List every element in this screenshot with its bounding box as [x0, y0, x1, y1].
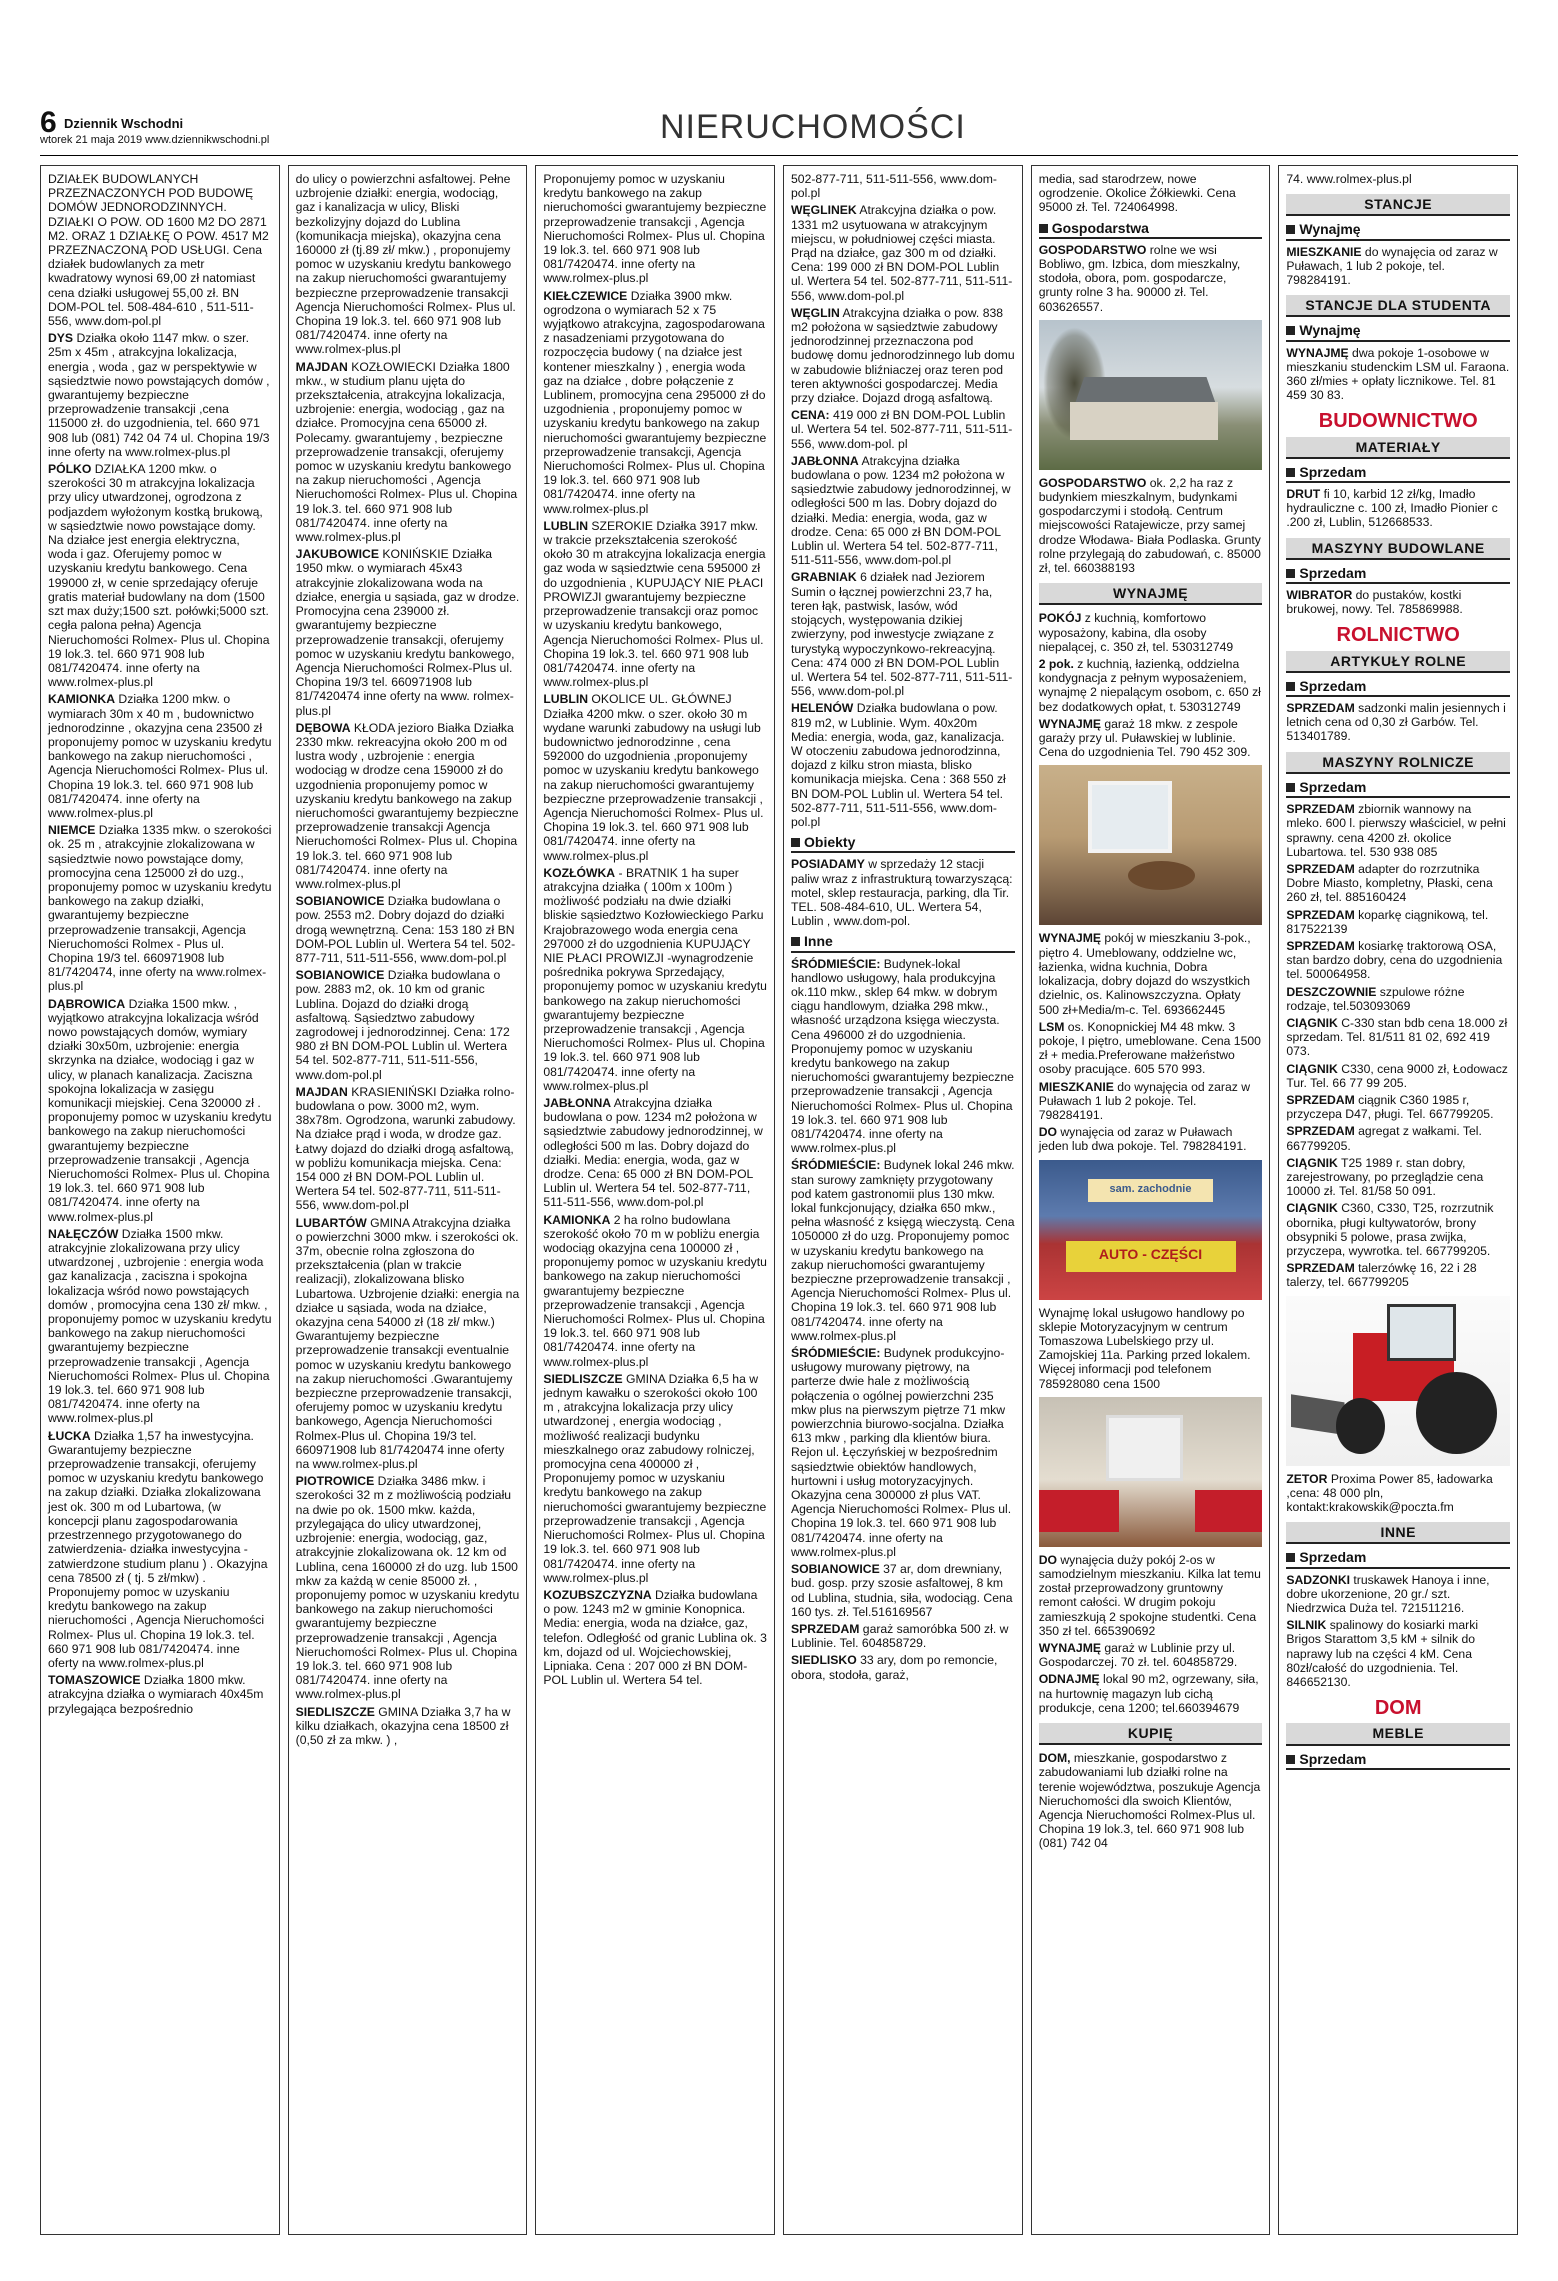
ad-keyword: DĄBROWICA	[48, 996, 126, 1011]
masthead: Dziennik Wschodni	[64, 116, 184, 131]
square-bullet-icon	[1286, 682, 1295, 691]
ad-listing	[791, 701, 1015, 829]
ad-text: media, sad starodrzew, nowe ogrodzenie. Okolice Żółkiewki. Cena 95000 zł. Tel. 724064998.	[1038, 172, 1236, 215]
ad-listing	[1039, 1672, 1263, 1715]
ad-body: Działka 1500 mkw. , wyjątkowo atrakcyjna lokalizacja wśród nowo powstających domów, wymiary działki 30x50m, uzbrojenie: energia skrzynka na działce, wodociąg i gaz w ulicy, w planach kanalizacja. Zaciszna spokojna lokalizacja w zasięgu komunikacji miejskiej. Cena 320000 zł . proponujemy pomoc w uzyskaniu kredytu bankowego na zakup nieruchomości gwarantujemy bezpieczne przeprowadzenie transakcji , Agencja Nieruchomości Rolmex- Plus ul. Chopina 19 lok.3. tel. 660 971 908 lub 081/7420474. inne oferty na www.rolmex-plus.pl	[48, 996, 272, 1224]
ad-keyword: DRUT	[1286, 487, 1321, 502]
tractor-cab-shape	[1387, 1304, 1456, 1361]
category-heading	[1286, 323, 1510, 341]
ad-keyword: WYNAJMĘ	[1038, 931, 1101, 946]
square-bullet-icon	[1286, 468, 1295, 477]
ad-body: mieszkanie, gospodarstwo z zabudowaniami lub działki rolne na terenie województwa, poszukuje Agencja Nieruchomości dla swoich Klientów, Agencja Nieruchomości Rolmex-Plus ul. Chopina 19 lok.3, tel. 660 971 908 lub (081) 742 04	[1038, 1751, 1261, 1851]
ad-keyword: WYNAJMĘ	[1038, 716, 1101, 731]
ad-keyword: PÓLKO	[48, 462, 92, 477]
ad-listing	[296, 721, 520, 891]
category-label: Sprzedam	[1299, 463, 1367, 480]
category-heading	[1039, 221, 1263, 239]
ad-body: Działka 1200 mkw. o wymiarach 30m x 40 m , budownictwo jednorodzinne , okazyjna cena 23500 zł proponujemy pomoc w uzyskaniu kredytu bankowego na zakup nieruchomości , Agencja Nieruchomości Rolmex- Plus ul. Chopina 19 lok.3. tel. 660 971 908 lub 081/7420474. inne oferty na www.rolmex-plus.pl	[48, 692, 272, 820]
ad-body: os. Konopnickiej M4 48 mkw. 3 pokoje, I piętro, umeblowane. Cena 1500 zł + media.Preferowane małżeństwo osoby pracujące. 605 570 993.	[1038, 1019, 1261, 1077]
ad-body: wynajęcia duży pokój 2-os w samodzielnym mieszkaniu. Kilka lat temu został przeprowadzony gruntowny remont całości. W drugim pokoju zamieszkują 2 spokojne studentki. Cena 350 zł tel. 665390692	[1038, 1552, 1261, 1638]
column-2	[288, 165, 528, 2235]
ad-keyword: SPRZEDAM	[1286, 938, 1355, 953]
ad-keyword: SPRZEDAM	[1286, 1092, 1355, 1107]
ad-keyword: POKÓJ	[1038, 611, 1082, 626]
ad-keyword: ŚRÓDMIEŚCIE:	[791, 1158, 881, 1173]
category-heading	[791, 934, 1015, 952]
ad-keyword: SPRZEDAM	[791, 1621, 860, 1636]
ad-keyword: KAMIONKA	[543, 1212, 611, 1227]
ad-listing	[1039, 1125, 1263, 1153]
section-title: NIERUCHOMOŚCI	[660, 108, 966, 146]
ad-keyword: SPRZEDAM	[1286, 701, 1355, 716]
ad-keyword: ŁUCKA	[48, 1428, 91, 1443]
ad-listing	[791, 454, 1015, 568]
ad-body: Działka budowlana o pow. 2883 m2, ok. 10 km od granic Lublina. Dojazd do działki drogą asfaltową. Sąsiedztwo zabudowy zagrodowej i jednorodzinnej. Cena: 172 980 zł BN DOM-POL Lublin ul. Wertera 54 tel. 502-877-711, 511-511-556, www.dom-pol.pl	[295, 968, 510, 1082]
category-label: Inne	[804, 933, 833, 950]
ad-listing	[1286, 487, 1510, 530]
ad-keyword: POSIADAMY	[791, 857, 865, 872]
classifieds-columns	[40, 165, 1518, 2235]
ad-listing	[1286, 1618, 1510, 1689]
square-bullet-icon	[1286, 225, 1295, 234]
ad-keyword: WĘGLINEK	[791, 203, 857, 218]
table-shape	[1128, 861, 1195, 890]
shop-sign: sam. zachodnie	[1088, 1179, 1213, 1201]
ad-body: sadzonki malin jesiennych i letnich cena od 0,30 zł Garbów. Tel. 513401789.	[1286, 701, 1506, 744]
ad-listing	[543, 1372, 767, 1585]
category-label: Gospodarstwa	[1051, 219, 1149, 236]
ad-keyword: CIĄGNIK	[1286, 1015, 1338, 1030]
ad-listing	[791, 306, 1015, 405]
category-heading	[1286, 679, 1510, 697]
ad-body: - BRATNIK 1 ha super atrakcyjna działka ( 100m x 100m ) możliwość podziału na dwie działki bliskie sąsiedztwo Kozłowieckiego Parku Krajobrazowego woda energia cena 297000 zł do uzgodnienia KUPUJĄCY NIE PŁACI PROWIZJI -wynagrodzenie pośrednika pokrywa Sprzedający, proponujemy pomoc w uzyskaniu kredytu bankowego na zakup nieruchomości gwarantujemy bezpieczne przeprowadzenie transakcji , Agencja Nieruchomości Rolmex- Plus ul. Chopina 19 lok.3. tel. 660 971 908 lub 081/7420474. inne oferty na www.rolmex-plus.pl	[543, 865, 767, 1093]
ad-body: 419 000 zł BN DOM-POL Lublin ul. Wertera 54 tel. 502-877-711, 511-511-556, www.dom-pol. pl	[791, 408, 1013, 451]
ad-body: Budynek produkcyjno-usługowy murowany piętrowy, na parterze dwie hale z możliwością połączenia o ogólnej powierzchni 235 mkw plus na pierwszym piętrze 71 mkw powierzchnia biurowo-socjalna. Działka 613 mkw , parking dla klientów biura. Rejon ul. Łęczyńskiej w bezpośrednim sąsiedztwie obiektów handlowych, hurtowni i usług motoryzacyjnych. Okazyjna cena 300000 zł plus VAT. Agencja Nieruchomości Rolmex- Plus ul. Chopina 19 lok.3. tel. 660 971 908 lub 081/7420474. inne oferty na www.rolmex-plus.pl	[791, 1346, 1012, 1559]
column-6	[1278, 165, 1518, 2235]
category-label: Obiekty	[804, 834, 856, 851]
ad-body: Atrakcyjna działka budowlana o pow. 1234 m2 położona w sąsiedztwie zabudowy jednorodzinnej, w odległości 500 m las. Dobry dojazd do działki. Media: energia, woda, gaz w drodze. Cena: 65 000 zł BN DOM-POL Lublin ul. Wertera 54 tel. 502-877-711, 511-511-556, www.dom-pol.pl	[791, 453, 1011, 568]
ad-body: OKOLICE UL. GŁÓWNEJ Działka 4200 mkw. o szer. około 30 m wydane warunki zabudowy na usługi lub budownictwo jednorodzinne , cena 592000 do uzgodnienia ,proponujemy pomoc w uzyskaniu kredytu bankowego na zakup nieruchomości gwarantujemy bezpieczne przeprowadzenie transakcji , Agencja Nieruchomości Rolmex- Plus ul. Chopina 19 lok.3. tel. 660 971 908 lub 081/7420474. inne oferty na www.rolmex-plus.pl	[543, 692, 764, 863]
ad-keyword: SIEDLISZCZE	[543, 1371, 623, 1386]
ad-keyword: KOZUBSZCZYZNA	[543, 1587, 652, 1602]
ad-body: Działka budowlana o pow. 2553 m2. Dobry dojazd do działki drogą wewnętrzną. Cena: 153 180 zł BN DOM-POL Lublin ul. Wertera 54 tel. 502-877-711, 511-511-556, www.dom-pol.pl	[295, 894, 516, 965]
ad-body: garaż samoróbka 500 zł. w Lublinie. Tel. 604858729.	[791, 1621, 1009, 1651]
square-bullet-icon	[1286, 326, 1295, 335]
ad-body: garaż w Lublinie przy ul. Gospodarczej. 70 zł. tel. 604858729.	[1038, 1640, 1238, 1670]
category-heading	[1286, 780, 1510, 798]
ad-body: Atrakcyjna działka o pow. 838 m2 położona w sąsiedztwie zabudowy jednorodzinnej przeznaczona pod budowę domu jednorodzinnego lub domu w zabudowie bliźniaczej oraz teren pod teren aktywności gospodarczej. Media przy działce. Dojazd drogą asfaltową.	[791, 305, 1015, 406]
ad-keyword: DO	[1038, 1552, 1057, 1567]
ad-keyword: MAJDAN	[295, 359, 348, 374]
ad-listing	[791, 1346, 1015, 1559]
ad-listing	[1286, 802, 1510, 859]
ad-body: garaż 18 mkw. z zespole garaży przy ul. Puławskiej w lublinie. Cena do uzgodnienia Tel. 790 452 309.	[1038, 716, 1251, 760]
ad-listing	[1286, 1156, 1510, 1199]
ad-body: zbiornik wannowy na mleko. 600 l. pierwszy właściciel, w pełni sprawny. cena 4200 zł. okolice Lubartowa. tel. 530 938 085	[1286, 802, 1506, 859]
ad-keyword: JAKUBOWICE	[295, 547, 379, 562]
ad-listing	[543, 519, 767, 689]
section-tag: STANCJE DLA STUDENTA	[1286, 295, 1510, 317]
ad-keyword: LUBARTÓW	[295, 1215, 367, 1230]
ad-listing	[1286, 1093, 1510, 1121]
ad-listing	[48, 823, 272, 993]
ad-keyword: SOBIANOWICE	[791, 1562, 880, 1577]
bedroom-photo	[1039, 1397, 1263, 1547]
category-label: Sprzedam	[1299, 677, 1367, 694]
ad-keyword: MIESZKANIE	[1286, 244, 1362, 259]
ad-listing	[296, 1474, 520, 1701]
ad-body: szpulowe różne rodzaje, tel.503093069	[1286, 984, 1465, 1013]
ad-body: Działka około 1147 mkw. o szer. 25m x 45m , atrakcyjna lokalizacja, energia , woda , gaz w perspektywie w sąsiedztwie nowo powstających domów , gwarantujemy bezpieczne przeprowadzenie transakcji ,cena 115000 zł. do uzgodnienia, tel. 660 971 908 lub (081) 742 04 74 ul. Chopina 19/3 inne oferty na www.rolmex-plus.pl	[48, 331, 270, 459]
ad-keyword: SOBIANOWICE	[295, 968, 385, 983]
ad-body: GMINA Działka 6,5 ha w jednym kawałku o szerokości około 100 m , atrakcyjna lokalizacja przy ulicy utwardzonej , energia wodociąg , możliwość realizacji budynku mieszkalnego oraz zabudowy rolniczej, promocyjna cena 400000 zł , Proponujemy pomoc w uzyskaniu kredytu bankowego na zakup nieruchomości gwarantujemy bezpieczne przeprowadzenie transakcji , Agencja Nieruchomości Rolmex- Plus ul. Chopina 19 lok.3. tel. 660 971 908 lub 081/7420474. inne oferty na www.rolmex-plus.pl	[543, 1371, 767, 1585]
ad-keyword: LUBLIN	[543, 518, 589, 533]
square-bullet-icon	[791, 937, 800, 946]
ad-keyword: 2 pok.	[1038, 657, 1074, 672]
ad-listing	[1286, 985, 1510, 1013]
room-photo	[1039, 765, 1263, 925]
ad-keyword: KIEŁCZEWICE	[543, 288, 628, 303]
ad-body: T25 1989 r. stan dobry, zarejestrowany, po przeglądzie cena 10000 zł. Tel. 81/58 50 091.	[1286, 1155, 1484, 1199]
roof-shape	[1066, 377, 1223, 404]
category-heading	[1286, 566, 1510, 584]
category-heading	[1286, 465, 1510, 483]
ad-keyword: NAŁĘCZÓW	[48, 1226, 119, 1241]
ad-body: GMINA Działka 3,7 ha w kilku działkach, okazyjna cena 18500 zł (0,50 zł za mkw. ) ,	[295, 1704, 511, 1747]
ad-keyword: MIESZKANIE	[1038, 1079, 1114, 1094]
ad-keyword: SPRZEDAM	[1286, 1124, 1355, 1139]
ad-listing	[296, 1216, 520, 1472]
ad-keyword: JABŁONNA	[543, 1096, 612, 1110]
ad-keyword: NIEMCE	[48, 823, 96, 838]
ad-keyword: SILNIK	[1286, 1618, 1327, 1633]
ad-body: 2 ha rolno budowlana szerokość około 70 m w pobliżu energia wodociąg okazyjna cena 100000 zł , proponujemy pomoc w uzyskaniu kredytu bankowego na zakup nieruchomości gwarantujemy bezpieczne przeprowadzenie transakcji , Agencja Nieruchomości Rolmex- Plus ul. Chopina 19 lok.3. tel. 660 971 908 lub 081/7420474. inne oferty na www.rolmex-plus.pl	[543, 1212, 767, 1369]
ad-listing	[1286, 1016, 1510, 1059]
ad-body: KRASIENIŃSKI Działka rolno-budowlana o pow. 3000 m2, wym. 38x78m. Ogrodzona, warunki zabudowy. Na działce prąd i woda, w drodze gaz. Łatwy dojazd do działki drogą asfaltową, w pobliżu komunikacja miejska. Cena: 154 000 zł BN DOM-POL Lublin ul. Wertera 54 tel. 502-877-711, 511-511-556, www.dom-pol.pl	[295, 1084, 516, 1213]
ad-keyword: KAMIONKA	[48, 692, 116, 707]
ad-body: w sprzedaży 12 stacji paliw wraz z infrastrukturą towarzyszącą: motel, sklep restauracja, parking, dla Tir. TEL. 508-484-610, UL. Wertera 54, Lublin , www.dom-pol.	[791, 857, 1013, 929]
ad-keyword: MAJDAN	[295, 1084, 348, 1099]
ad-listing	[48, 1227, 272, 1426]
square-bullet-icon	[1286, 569, 1295, 578]
ad-body: Działka budowlana o pow. 1243 m2 w gminie Konopnica. Media: energia, woda na działce, gaz, telefon. Odległość od granic Lublina ok. 3 km, dojazd od ul. Wojciechowskiej, Lipniaka. Cena : 207 000 zł BN DOM-POL Lublin ul. Wertera 54 tel.	[543, 1587, 767, 1688]
ad-keyword: JABŁONNA	[791, 453, 859, 468]
category-label: Wynajmę	[1299, 221, 1361, 238]
ad-listing	[543, 1588, 767, 1687]
ad-keyword: SIEDLISKO	[791, 1653, 857, 1668]
category-label: Sprzedam	[1299, 564, 1367, 581]
ad-listing	[543, 692, 767, 862]
ad-body: SZEROKIE Działka 3917 mkw. w trakcie przekształcenia szerokość około 30 m atrakcyjna lokalizacja energia gaz woda w sąsiedztwie cena 595000 zł do uzgodnienia , KUPUJĄCY NIE PŁACI PROWIZJI gwarantujemy bezpieczne przeprowadzenie transakcji oraz pomoc w uzyskaniu kredytu bankowego, Agencja Nieruchomości Rolmex- Plus ul. Chopina 19 lok.3. tel. 660 971 908 lub 081/7420474. inne oferty na www.rolmex-plus.pl	[543, 518, 766, 690]
ad-body: Budynek-lokal handlowo usługowy, hala produkcyjna ok.110 mkw., sklep 64 mkw. w dobrym ciągu handlowym, działka 298 mkw., własność urządzona księga wieczysta. Cena 496000 zł do uzgodnienia. Proponujemy pomoc w uzyskaniu kredytu bankowego na zakup nieruchomości gwarantujemy bezpieczne przeprowadzenie transakcji , Agencja Nieruchomości Rolmex- Plus ul. Chopina 19 lok.3. tel. 660 971 908 lub 081/7420474. inne oferty na www.rolmex-plus.pl	[791, 956, 1014, 1156]
section-tag: MASZYNY ROLNICZE	[1286, 752, 1510, 774]
ad-body: z kuchnią, łazienką, oddzielna kondygnacja z pełnym wyposażeniem, wynajmę 2 niepalącym osobom, c. 650 zł bez dodatkowych opłat, t. 530312749	[1038, 657, 1261, 714]
front-wheel-shape	[1336, 1398, 1385, 1454]
ad-keyword: CIĄGNIK	[1286, 1201, 1338, 1216]
section-tag: ARTYKUŁY ROLNE	[1286, 651, 1510, 673]
auto-parts-sign: AUTO - CZĘŚCI	[1066, 1241, 1236, 1272]
ad-text: 74. www.rolmex-plus.pl	[1286, 172, 1412, 186]
ad-keyword: CIĄGNIK	[1286, 1061, 1338, 1076]
ad-body: GMINA Atrakcyjna działka o powierzchni 3000 mkw. i szerokości ok. 37m, obecnie rolna zgłoszona do przekształcenia (plan w trakcie realizacji), zlokalizowana blisko Lubartowa. Uzbrojenie działki: energia na działce u sąsiada, woda na działce, okazyjna cena 54000 zł (18 zł/ mkw.) Gwarantujemy bezpieczne przeprowadzenie transakcji eventualnie pomoc w uzyskaniu kredytu bankowego na zakup nieruchomości .Gwarantujemy bezpieczne przeprowadzenie transakcji, oferujemy pomoc w uzyskaniu kredytu bankowego, Agencja Nieruchomości Rolmex-Plus ul. Chopina 19/3 tel. 660971908 lub 81/7420474 inne oferty na www.rolmex-plus.pl	[295, 1215, 520, 1472]
window-shape	[1106, 1415, 1184, 1481]
ad-keyword: SOBIANOWICE	[295, 894, 385, 909]
wall-shape	[1070, 402, 1218, 440]
ad-keyword: WĘGLIN	[791, 305, 840, 320]
ad-keyword: SPRZEDAM	[1286, 1261, 1355, 1276]
ad-listing	[1039, 243, 1263, 314]
sofa-shape	[1195, 1490, 1262, 1532]
ad-listing	[48, 462, 272, 689]
ad-listing	[1039, 611, 1263, 654]
category-heading	[1286, 222, 1510, 240]
ad-body: rolne we wsi Bobliwo, gm. Izbica, dom mieszkalny, stodoła, obora, pom. gospodarcze, grunty rolne 3 ha. 90000 zł. Tel. 603626557.	[1038, 242, 1241, 314]
ad-body: fi 10, karbid 12 zł/kg, Imadło hydrauliczne c. 100 zł, Imadło Pionier c .200 zł, Lublin, 512668533.	[1286, 487, 1498, 530]
category-heading	[1286, 1550, 1510, 1568]
square-bullet-icon	[1286, 1553, 1295, 1562]
ad-body: KONIŃSKIE Działka 1950 mkw. o wymiarach 45x43 atrakcyjnie zlokalizowana woda na działce, energia u sąsiada, gaz w drodze. Promocyjna cena 239000 zł. gwarantujemy bezpieczne przeprowadzenie transakcji, oferujemy pomoc w uzyskaniu kredytu bankowego, Agencja Nieruchomości Rolmex-Plus ul. Chopina 19/3 tel. 660971908 lub 81/7420474 inne oferty na www. rolmex-plus.pl	[295, 547, 520, 718]
ad-keyword: ZETOR	[1286, 1471, 1328, 1486]
ad-body: KŁODA jezioro Białka Działka 2330 mkw. rekreacyjna około 200 m od lustra wody , uzbrojenie : energia wodociąg w drodze cena 159000 zł do uzgodnienia proponujemy pomoc w uzyskaniu kredytu bankowego na zakup nieruchomości gwarantujemy bezpieczne przeprowadzenie transakcji Agencja Nieruchomości Rolmex- Plus ul. Chopina 19 lok.3. tel. 660 971 908 lub 081/7420474. inne oferty na www.rolmex-plus.pl	[295, 720, 519, 891]
ad-body: agregat z wałkami. Tel. 667799205.	[1286, 1124, 1482, 1153]
ad-body: spalinowy do kosiarki marki Brigos Starattom 3,5 kM + silnik do naprawy lub na części 4 kM. Cena 80zł/całość do uzgodnienia. Tel. 846652130.	[1286, 1618, 1479, 1690]
ad-keyword: LSM	[1038, 1019, 1065, 1034]
ad-body: z kuchnią, komfortowo wyposażony, kabina, dla osoby niepalącej, c. 350 zł, tel. 530312749	[1038, 611, 1234, 654]
ad-keyword: WIBRATOR	[1286, 588, 1353, 603]
ad-body: 37 ar, dom drewniany, bud. gosp. przy szosie asfaltowej, 8 km od Lublina, studnia, siła, wodociąg. Cena 160 tys. zł. Tel.516169567	[791, 1562, 1013, 1619]
section-tag: MATERIAŁY	[1286, 437, 1510, 459]
farmhouse-photo	[1039, 320, 1263, 470]
ad-keyword: CIĄGNIK	[1286, 1155, 1338, 1170]
ad-listing	[296, 1085, 520, 1213]
ad-listing	[1286, 939, 1510, 982]
shop-photo	[1039, 1160, 1263, 1300]
ad-body: KOZŁOWIECKI Działka 1800 mkw., w studium planu ujęta do przekształcenia, atrakcyjna lokalizacja, uzbrojenie: energia, wodociąg , gaz na działce. Promocyjna cena 65000 zł. Polecamy. gwarantujemy , bezpieczne przeprowadzenie transakcji, oferujemy pomoc w uzyskaniu kredytu bankowego na zakup nieruchomości , Agencja Nieruchomości Rolmex- Plus ul. Chopina 19 lok.3. tel. 660 971 908 lub 081/7420474. inne oferty na www.rolmex-plus.pl	[295, 359, 518, 545]
header-rule	[40, 155, 1518, 156]
ad-listing	[1039, 657, 1263, 714]
column-3	[535, 165, 775, 2235]
ad-listing	[1286, 1472, 1510, 1515]
ad-listing	[48, 997, 272, 1224]
section-heading: ROLNICTWO	[1336, 624, 1460, 647]
column-4	[783, 165, 1023, 2235]
ad-listing	[791, 957, 1015, 1156]
ad-body: do wynajęcia od zaraz w Puławach 1 lub 2 pokoje. Tel. 798284191.	[1038, 1079, 1251, 1122]
ad-listing	[296, 894, 520, 965]
ad-keyword: SIEDLISZCZE	[295, 1704, 375, 1719]
square-bullet-icon	[791, 838, 800, 847]
ad-body: C-330 stan bdb cena 18.000 zł sprzedam. Tel. 81/511 81 02, 692 419 073.	[1286, 1015, 1508, 1059]
ad-body: wynajęcia od zaraz w Puławach jeden lub dwa pokoje. Tel. 798284191.	[1038, 1125, 1247, 1154]
ad-keyword: DĘBOWA	[295, 720, 351, 735]
ad-keyword: SPRZEDAM	[1286, 861, 1355, 876]
ad-body: C330, cena 9000 zł, Łodowacz Tur. Tel. 66 77 99 205.	[1286, 1061, 1508, 1090]
category-heading	[791, 835, 1015, 853]
rear-wheel-shape	[1416, 1372, 1497, 1454]
tractor-photo	[1286, 1296, 1510, 1466]
ad-listing	[1286, 1124, 1510, 1152]
ad-body: 6 działek nad Jeziorem Sumin o łącznej powierzchni 23,7 ha, teren łąk, pastwisk, lasów, wód stojących, występowania dzikiej zwierzyny, pod inwestycje związane z turystyką wypoczynkowo-rekreacyjną. Cena: 474 000 zł BN DOM-POL Lublin ul. Wertera 54 tel. 502-877-711, 511-511-556, www.dom-pol.pl	[791, 570, 1013, 699]
ad-listing	[791, 1158, 1015, 1343]
ad-text: 502-877-711, 511-511-556, www.dom-pol.pl	[791, 172, 997, 201]
ad-keyword: GOSPODARSTWO	[1038, 242, 1147, 257]
section-tag: STANCJE	[1286, 194, 1510, 216]
ad-body: Działka 1800 mkw. atrakcyjna działka o wymiarach 40x45m przylegająca bezpośrednio	[48, 1673, 264, 1716]
ad-keyword: KOZŁÓWKA	[543, 865, 616, 880]
ad-body: adapter do rozrzutnika Dobre Miasto, kompletny, Płaski, cena 260 zł, tel. 885160424	[1286, 861, 1493, 905]
ad-text: Wynajmę lokal usługowo handlowy po sklepie Motoryzacyjnym w centrum Tomaszowa Lubelskiego przy ul. Zamojskiej 11a. Parking przed lokalem. Więcej informacji pod telefonem 785928080 cena 1500	[1038, 1305, 1251, 1391]
ad-body: lokal 90 m2, ogrzewany, siła, na hurtownię magazyn lub cichą produkcje, cena 1200; tel.660394679	[1038, 1672, 1259, 1715]
ad-keyword: CENA:	[791, 408, 830, 423]
ad-keyword: ODNAJMĘ	[1038, 1672, 1100, 1687]
ad-listing	[1286, 1261, 1510, 1289]
ad-listing	[1039, 931, 1263, 1016]
square-bullet-icon	[1286, 783, 1295, 792]
category-label: Sprzedam	[1299, 1549, 1367, 1566]
ad-keyword: WYNAJMĘ	[1038, 1640, 1101, 1655]
sofa-shape	[1039, 1490, 1120, 1532]
ad-listing	[1039, 1080, 1263, 1123]
ad-keyword: LUBLIN	[543, 692, 589, 707]
category-label: Sprzedam	[1299, 1750, 1367, 1767]
section-tag: MEBLE	[1286, 1723, 1510, 1745]
category-label: Wynajmę	[1299, 322, 1361, 339]
ad-body: ok. 2,2 ha raz z budynkiem mieszkalnym, budynkami gospodarczymi i stodołą. Centrum miejscowości Ratajewicze, przy samej drodze Włodawa- Biała Podlaska. Grunty rolne przylegają do zabudowań, c. 85000 zł, tel. 660388193	[1038, 475, 1261, 576]
ad-body: Działka 3900 mkw. ogrodzona o wymiarach 52 x 75 wyjątkowo atrakcyjna, zagospodarowana z nasadzeniami przygotowana do rozpoczęcia budowy ( na działce jest kontener mieszkalny ) , energia woda gaz na działce , dobre połączenie z Lublinem, promocyjna cena 295000 zł do uzgodnienia , proponujemy pomoc w uzyskaniu kredytu bankowego na zakup nieruchomości gwarantujemy bezpieczne przeprowadzenie transakcji, Agencja Nieruchomości Rolmex- Plus ul. Chopina 19 lok.3. tel. 660 971 908 lub 081/7420474. inne oferty na www.rolmex-plus.pl	[543, 288, 767, 516]
ad-listing	[791, 203, 1015, 302]
category-label: Sprzedam	[1299, 778, 1367, 795]
ad-keyword: WYNAJMĘ	[1286, 345, 1349, 360]
ad-listing	[1286, 346, 1510, 403]
ad-keyword: ŚRÓDMIEŚCIE:	[791, 956, 881, 971]
section-tag: WYNAJMĘ	[1039, 583, 1263, 605]
ad-body: Budynek lokal 246 mkw. stan surowy zamknięty przygotowany pod katem gastronomii plus 130 mkw. lokal funkcjonujący, działka 650 mkw., pełna własność z księgą wieczystą. Cena 1050000 zł do uzg. Proponujemy pomoc w uzyskaniu kredytu bankowego na zakup nieruchomości gwarantujemy bezpieczne przeprowadzenie transakcji , Agencja Nieruchomości Rolmex- Plus ul. Chopina 19 lok.3. tel. 660 971 908 lub 081/7420474. inne oferty na www.rolmex-plus.pl	[791, 1158, 1015, 1343]
ad-body: DZIAŁKA 1200 mkw. o szerokości 30 m atrakcyjna lokalizacja przy ulicy utwardzonej, ogrodzona z podjazdem wyłożonym kostką brukową, w sąsiedztwie nowo powstające domy. Na działce jest energia elektryczna, woda i gaz. Oferujemy pomoc w uzyskaniu kredytu bankowego. Cena 199000 zł, w cenie sprzedający oferuje gratis materiał budowlany na dom (1500 szt max duży;1500 szt. połówki;5000 szt. cegła palona pełna) Agencja Nieruchomości Rolmex- Plus ul. Chopina 19 lok.3. tel. 660 971 908 lub 081/7420474. inne oferty na www.rolmex-plus.pl	[48, 462, 270, 690]
ad-listing	[1039, 717, 1263, 760]
ad-listing	[543, 289, 767, 516]
ad-keyword: GRABNIAK	[791, 570, 857, 585]
ad-body: do pustaków, kostki brukowej, nowy. Tel. 785869988.	[1286, 588, 1463, 617]
category-heading	[1286, 1752, 1510, 1770]
ad-text: do ulicy o powierzchni asfaltowej. Pełne uzbrojenie działki: energia, wodociąg, gaz i kanalizacja w ulicy, Bliski bezkolizyjny dojazd do Lublina (komunikacja miejska), okazyjna cena 160000 zł (tj.89 zł/ mkw.) , proponujemy pomoc w uzyskaniu kredytu bankowego na zakup nieruchomości gwarantujemy bezpieczne przeprowadzenie transakcji Agencja Nieruchomości Rolmex- Plus ul. Chopina 19 lok.3. tel. 660 971 908 lub 081/7420474. inne oferty na www.rolmex-plus.pl	[295, 172, 516, 357]
ad-listing	[1286, 588, 1510, 616]
section-heading: BUDOWNICTWO	[1318, 410, 1478, 433]
ad-listing	[296, 547, 520, 717]
ad-keyword: ŚRÓDMIEŚCIE:	[791, 1346, 881, 1361]
ad-keyword: SPRZEDAM	[1286, 907, 1355, 922]
ad-listing	[1286, 245, 1510, 288]
ad-body: 33 ary, dom po remoncie, obora, stodoła, garaż,	[791, 1653, 998, 1682]
ad-listing	[543, 866, 767, 1093]
ad-body: talerzówkę 16, 22 i 28 talerzy, tel. 667799205	[1286, 1261, 1477, 1290]
square-bullet-icon	[1039, 224, 1048, 233]
ad-listing	[296, 1705, 520, 1748]
ad-listing	[1286, 1573, 1510, 1616]
ad-body: Działka 1335 mkw. o szerokości ok. 25 m , atrakcyjnie zlokalizowana w sąsiedztwie nowo powstające domy, promocyjna cena 125000 zł do uzg., proponujemy pomoc w uzyskaniu kredytu bankowego na zakup działki, gwarantujemy bezpieczne przeprowadzenie transakcji, Agencja Nieruchomości Rolmex - Plus ul. Chopina 19/3 tel. 660971908 lub 81/7420474, inne oferty na www.rolmex-plus.pl	[48, 823, 272, 994]
section-tag: MASZYNY BUDOWLANE	[1286, 538, 1510, 560]
ad-body: koparkę ciągnikową, tel. 817522139	[1286, 907, 1489, 936]
ad-keyword: SADZONKI	[1286, 1572, 1351, 1587]
ad-keyword: SPRZEDAM	[1286, 802, 1355, 817]
issue-date: wtorek 21 maja 2019 www.dziennikwschodni.pl	[40, 134, 270, 146]
ad-body: Proxima Power 85, ładowarka ,cena: 48 000 pln, kontakt:krakowskik@poczta.fm	[1286, 1471, 1493, 1514]
ad-listing	[1286, 1201, 1510, 1258]
ad-body: Działka budowlana o pow. 819 m2, w Lublinie. Wym. 40x20m Media: energia, woda, gaz, kanalizacja. W otoczeniu zabudowa jednorodzinna, dojazd z kilku stron miasta, blisko komunikacja miejska. Cena : 368 550 zł BN DOM-POL Lublin ul. Wertera 54 tel. 502-877-711, 511-511-556, www.dom-pol.pl	[791, 701, 1006, 829]
section-tag: KUPIĘ	[1039, 1723, 1263, 1745]
ad-listing	[1286, 1062, 1510, 1090]
column-1	[40, 165, 280, 2235]
ad-listing	[1286, 908, 1510, 936]
ad-keyword: DESZCZOWNIE	[1286, 984, 1377, 999]
ad-listing	[791, 570, 1015, 698]
ad-listing	[48, 692, 272, 820]
square-bullet-icon	[1286, 1755, 1295, 1764]
ad-listing	[1286, 701, 1510, 744]
ad-listing	[48, 331, 272, 459]
ad-listing	[296, 968, 520, 1082]
ad-listing	[791, 1622, 1015, 1650]
ad-body: do wynajęcia od zaraz w Puławach, 1 lub 2 pokoje, tel. 798284191.	[1286, 244, 1498, 288]
ad-body: pokój w mieszkaniu 3-pok., piętro 4. Umeblowany, oddzielne wc, łazienka, widna kuchnia, Dobra lokalizacja, dobry dojazd do wszystkich dzielnic, os. Kalinowszczyzna. Opłaty 500 zł+Media/m-c. Tel. 693662445	[1038, 931, 1251, 1017]
ad-keyword: HELENÓW	[791, 701, 854, 716]
ad-body: dwa pokoje 1-osobowe w mieszkaniu studenckim LSM ul. Faraona. 360 zł/mies + opłaty licznikowe. Tel. 81 459 30 83.	[1286, 345, 1510, 403]
section-heading: DOM	[1374, 1697, 1422, 1720]
ad-keyword: DO	[1038, 1125, 1057, 1140]
ad-listing	[543, 1096, 767, 1210]
ad-listing	[791, 1653, 1015, 1681]
ad-text: Proponujemy pomoc w uzyskaniu kredytu bankowego na zakup nieruchomości gwarantujemy bezpieczne przeprowadzenie transakcji , Agencja Nieruchomości Rolmex- Plus ul. Chopina 19 lok.3. tel. 660 971 908 lub 081/7420474. inne oferty na www.rolmex-plus.pl	[543, 172, 767, 286]
ad-listing	[1286, 862, 1510, 905]
ad-listing	[296, 360, 520, 545]
ad-listing	[791, 408, 1015, 451]
ad-keyword: PIOTROWICE	[295, 1474, 375, 1489]
ad-listing	[48, 1429, 272, 1670]
ad-text: DZIAŁEK BUDOWLANYCH PRZEZNACZONYCH POD BUDOWĘ DOMÓW JEDNORODZINNYCH. DZIAŁKI O POW. OD 1600 M2 DO 2871 M2. ORAZ 1 DZIAŁKĘ O POW. 4517 M2 PRZEZNACZONĄ POD USŁUGI. Cena działek budowlanych za metr kwadratowy wynosi 69,00 zł natomiast cena działki usługowej 55,00 zł. BN DOM-POL tel. 508-484-610 , 511-511-556, www.dom-pol.pl	[48, 172, 269, 329]
ad-keyword: TOMASZOWICE	[48, 1673, 141, 1688]
ad-listing	[543, 1213, 767, 1369]
page-header	[0, 0, 1558, 150]
ad-listing	[48, 1673, 272, 1716]
ad-body: Działka 1500 mkw. atrakcyjnie zlokalizowana przy ulicy utwardzonej , uzbrojenie : energia woda gaz kanalizacja , zaciszna i spokojna lokalizacja wśród nowo powstających domów , promocyjna cena 130 zł/ mkw. , proponujemy pomoc w uzyskaniu kredytu bankowego na zakup nieruchomości gwarantujemy bezpieczne przeprowadzenie transakcji , Agencja Nieruchomości Rolmex- Plus ul. Chopina 19 lok.3. tel. 660 971 908 lub 081/7420474. inne oferty na www.rolmex-plus.pl	[48, 1226, 272, 1426]
ad-body: Działka 3486 mkw. i szerokości 32 m z możliwością podziału na dwie po ok. 1500 mkw. każda, przylegająca do ulicy utwardzonej, uzbrojenie: energia, wodociąg, gaz, atrakcyjnie zlokalizowana ok. 12 km od Lublina, cena 160000 zł do uzg. lub 1500 mkw za każdą w cenie 85000 zł. , proponujemy pomoc w uzyskaniu kredytu bankowego na zakup nieruchomości gwarantujemy bezpieczne przeprowadzenie transakcji , Agencja Nieruchomości Rolmex- Plus ul. Chopina 19 lok.3. tel. 660 971 908 lub 081/7420474. inne oferty na www.rolmex-plus.pl	[295, 1474, 520, 1702]
window-shape	[1088, 781, 1172, 853]
ad-body: ciągnik C360 1985 r, przyczepa D47, pługi. Tel. 667799205.	[1286, 1092, 1494, 1122]
ad-body: truskawek Hanoya i inne, dobre ukorzenione, 20 gr./ szt. Niedrzwica Duża tel. 721511216.	[1286, 1572, 1490, 1616]
ad-body: Atrakcyjna działka budowlana o pow. 1234 m2 położona w sąsiedztwie zabudowy jednorodzinnej, w odległości 500 m las. Dobry dojazd do działki. Media: energia, woda, gaz w drodze. Cena: 65 000 zł BN DOM-POL Lublin ul. Wertera 54 tel. 502-877-711, 511-511-556, www.dom-pol.pl	[543, 1096, 763, 1210]
ad-listing	[1039, 1020, 1263, 1077]
ad-listing	[1039, 1751, 1263, 1850]
ad-keyword: GOSPODARSTWO	[1038, 475, 1147, 490]
ad-keyword: DOM,	[1038, 1751, 1071, 1766]
section-tag: INNE	[1286, 1522, 1510, 1544]
column-5	[1031, 165, 1271, 2235]
ad-body: Atrakcyjna działka o pow. 1331 m2 usytuowana w atrakcyjnym miejscu, w południowej części miasta. Prąd na działce, gaz 300 m od działki. Cena: 199 000 zł BN DOM-POL Lublin ul. Wertera 54 tel. 502-877-711, 511-511-556, www.dom-pol.pl	[791, 203, 1013, 303]
ad-body: Działka 1,57 ha inwestycyjna. Gwarantujemy bezpieczne przeprowadzenie transakcji, oferujemy pomoc w uzyskaniu kredytu bankowego na zakup działki. Działka zlokalizowana jest ok. 300 m od Lubartowa, (w koncepcji planu zagospodarowania przestrzennego przygotowanego do zatwierdzenia- działka inwestycyjna - zatwierdzone studium planu ) . Okazyjna cena 78500 zł ( tj. 5 zł/mkw) . Proponujemy pomoc w uzyskaniu kredytu bankowego na zakup nieruchomości , Agencja Nieruchomości Rolmex- Plus ul. Chopina 19 lok.3. tel. 660 971 908 lub 081/7420474. inne oferty na www.rolmex-plus.pl	[48, 1428, 268, 1670]
page-number: 6	[40, 106, 57, 139]
ad-listing	[791, 857, 1015, 928]
ad-listing	[1039, 1641, 1263, 1669]
ad-body: kosiarkę traktorową OSA, stan bardzo dobry, cena do uzgodnienia tel. 500064958.	[1286, 938, 1503, 982]
ad-listing	[1039, 476, 1263, 575]
ad-keyword: DYS	[48, 331, 74, 346]
ad-body: C360, C330, T25, rozrzutnik obornika, pługi kultywatorów, brony obsypniki 5 polowe, prasa zwijka, przyczepa, wywrotka. tel. 667799205.	[1286, 1201, 1494, 1258]
ad-listing	[791, 1562, 1015, 1619]
ad-listing	[1039, 1553, 1263, 1638]
